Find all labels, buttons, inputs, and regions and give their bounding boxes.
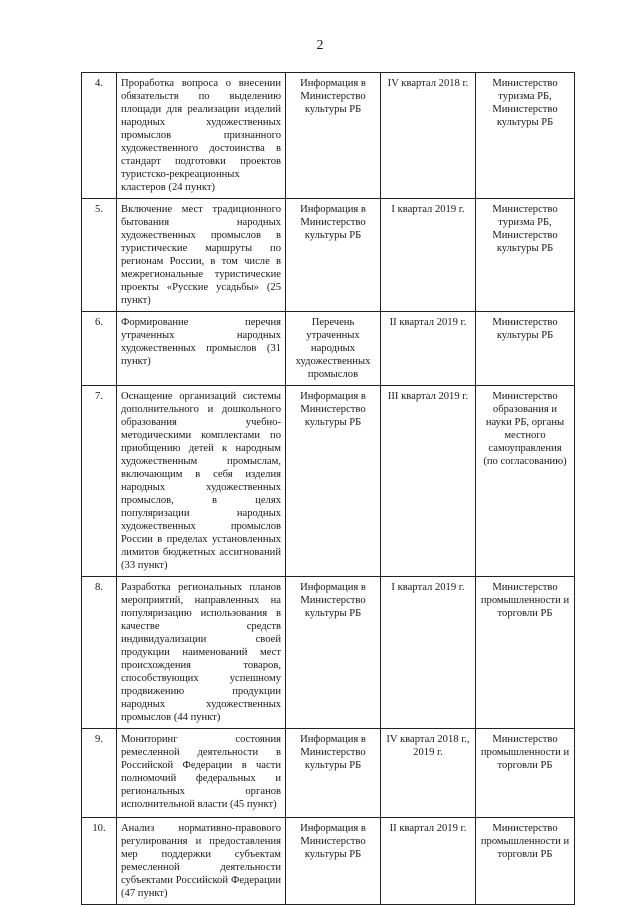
table-row: [82, 73, 575, 199]
row-completion-form: Информация в Министерство культуры РБ: [286, 199, 381, 312]
row-deadline: IV квартал 2018 г., 2019 г.: [381, 729, 476, 818]
row-description: Мониторинг состояния ремесленной деятельности в Российской Федерации в части полномочий федеральных и региональных органов исполнительной власти (45 пункт): [117, 729, 286, 818]
row-description: Разработка региональных планов мероприятий, направленных на популяризацию использования в качестве средств индивидуализации своей продукции наименований мест происхождения товаров, способствующих успешному продвижению продукции народных художественных промыслов (44 пункт): [117, 577, 286, 729]
table-row: [82, 729, 575, 818]
row-deadline: I квартал 2019 г.: [381, 199, 476, 312]
row-completion-form: Перечень утраченных народных художественных промыслов: [286, 312, 381, 386]
row-deadline: I квартал 2019 г.: [381, 577, 476, 729]
row-number: 9.: [82, 729, 117, 818]
table-row: [82, 199, 575, 312]
row-description: Формирование перечня утраченных народных художественных промыслов (31 пункт): [117, 312, 286, 386]
table-row: [82, 386, 575, 577]
row-responsible: Министерство промышленности и торговли РБ: [476, 577, 575, 729]
table-row: [82, 818, 575, 905]
row-responsible: Министерство промышленности и торговли РБ: [476, 818, 575, 905]
row-completion-form: Информация в Министерство культуры РБ: [286, 577, 381, 729]
row-deadline: III квартал 2019 г.: [381, 386, 476, 577]
row-description: Оснащение организаций системы дополнительного и дошкольного образования учебно-методическими комплектами по приобщению детей к народным художественным промыслам, включающим в себя изделия народных художественных промыслов, в целях популяризации народных художественных промыслов России в пределах установленных лимитов бюджетных ассигнований (33 пункт): [117, 386, 286, 577]
row-responsible: Министерство туризма РБ, Министерство культуры РБ: [476, 199, 575, 312]
row-number: 4.: [82, 73, 117, 199]
table-row: [82, 312, 575, 386]
row-number: 10.: [82, 818, 117, 905]
row-completion-form: Информация в Министерство культуры РБ: [286, 386, 381, 577]
row-responsible: Министерство образования и науки РБ, органы местного самоуправления (по согласованию): [476, 386, 575, 577]
row-deadline: IV квартал 2018 г.: [381, 73, 476, 199]
table-row: [82, 577, 575, 729]
row-completion-form: Информация в Министерство культуры РБ: [286, 729, 381, 818]
row-responsible: Министерство туризма РБ, Министерство культуры РБ: [476, 73, 575, 199]
page-number: 2: [316, 38, 324, 53]
row-completion-form: Информация в Министерство культуры РБ: [286, 73, 381, 199]
action-plan-table: [81, 72, 575, 905]
row-number: 8.: [82, 577, 117, 729]
row-description: Анализ нормативно-правового регулирования и предоставления мер поддержки субъектам ремесленной деятельности субъектами Российской Федерации (47 пункт): [117, 818, 286, 905]
row-responsible: Министерство культуры РБ: [476, 312, 575, 386]
row-deadline: II квартал 2019 г.: [381, 312, 476, 386]
row-completion-form: Информация в Министерство культуры РБ: [286, 818, 381, 905]
row-number: 6.: [82, 312, 117, 386]
row-deadline: II квартал 2019 г.: [381, 818, 476, 905]
row-number: 7.: [82, 386, 117, 577]
row-number: 5.: [82, 199, 117, 312]
row-description: Проработка вопроса о внесении обязательств по выделению площади для реализации изделий народных художественных промыслов признанного художественного достоинства в стандарт подготовки проектов туристско-рекреационных кластеров (24 пункт): [117, 73, 286, 199]
row-responsible: Министерство промышленности и торговли РБ: [476, 729, 575, 818]
row-description: Включение мест традиционного бытования народных художественных промыслов в туристические маршруты по регионам России, в том числе в межрегиональные туристические проекты «Русские усадьбы» (25 пункт): [117, 199, 286, 312]
